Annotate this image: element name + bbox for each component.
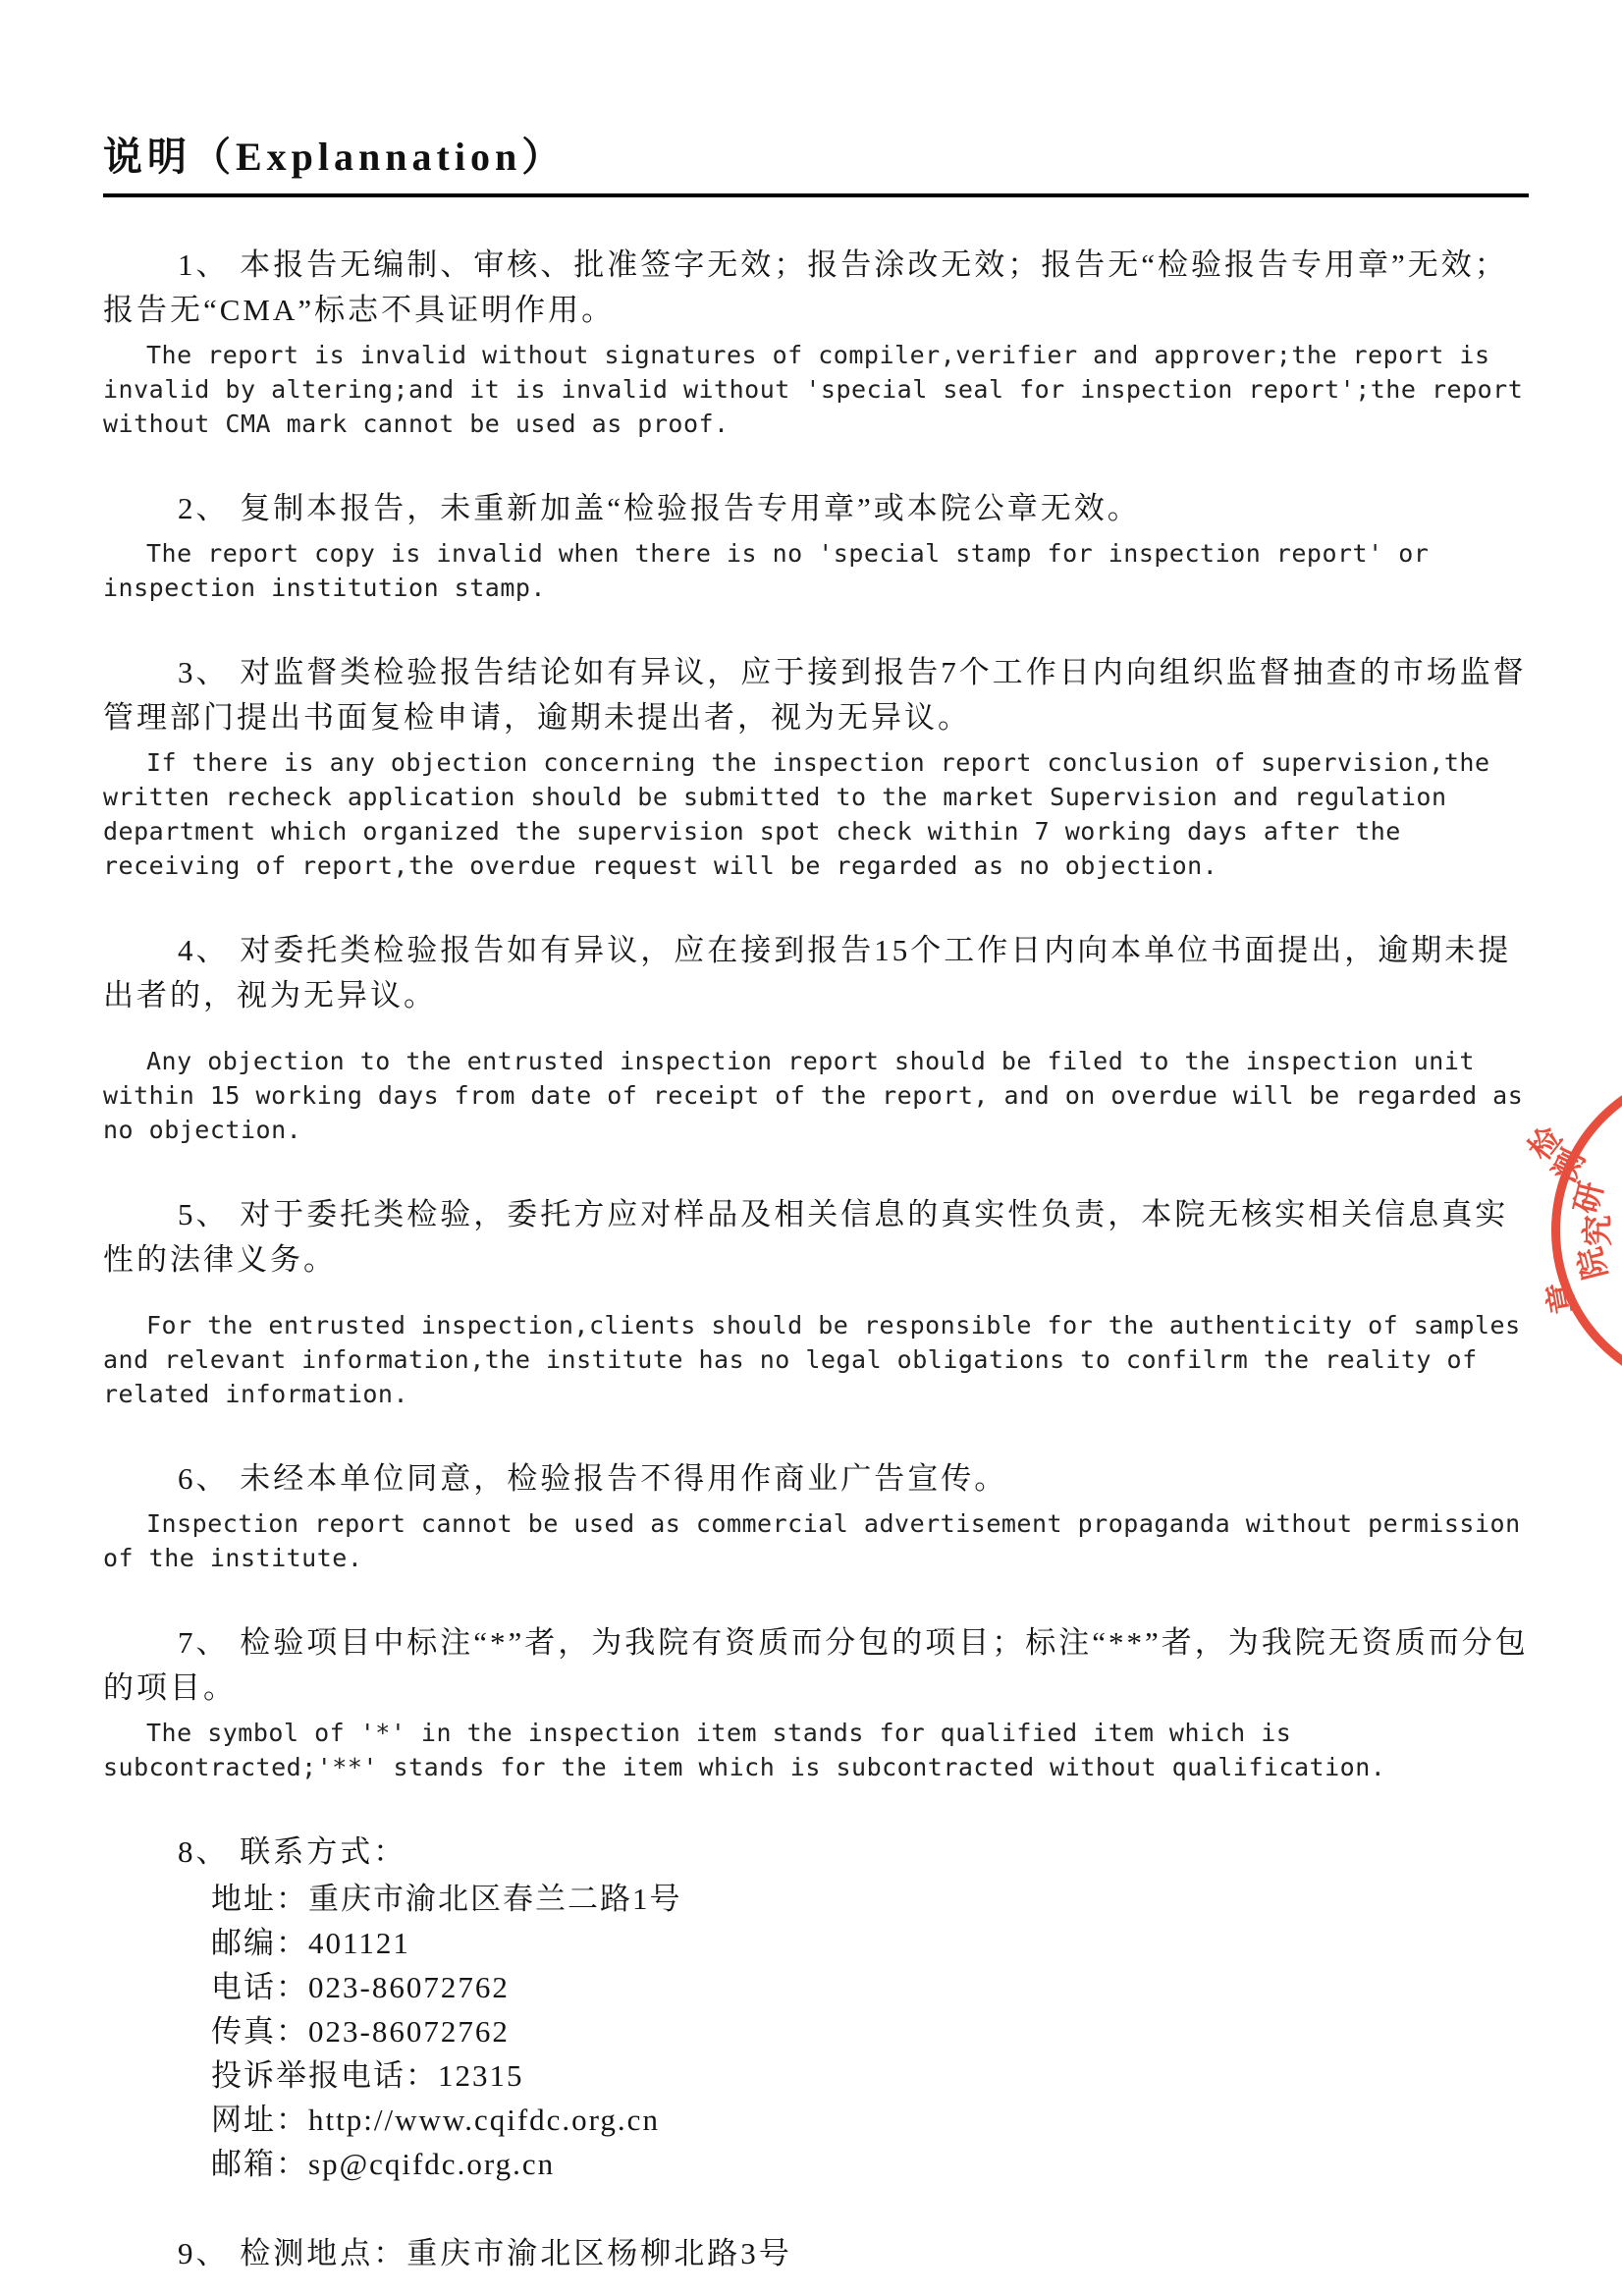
contact-info-block bbox=[103, 1877, 1529, 2186]
item-7-chinese-text: 7、 检验项目中标注“*”者，为我院有资质而分包的项目；标注“**”者，为我院无资质而分包的项目。 bbox=[103, 1625, 1529, 1705]
contact-fax: 传真：023-86072762 bbox=[211, 2014, 510, 2049]
item-5-chinese-text: 5、 对于委托类检验，委托方应对样品及相关信息的真实性负责，本院无核实相关信息真实性的法律义务。 bbox=[103, 1197, 1509, 1277]
contact-phone: 电话：023-86072762 bbox=[211, 1970, 510, 2004]
title-underline bbox=[103, 193, 1529, 197]
item-4-chinese-text: 4、 对委托类检验报告如有异议，应在接到报告15个工作日内向本单位书面提出，逾期未提出者的，视为无异议。 bbox=[103, 933, 1512, 1012]
explanation-item-9 bbox=[103, 2231, 1529, 2276]
item-1-english-text: The report is invalid without signatures of compiler,verifier and approver;the report is invalid by altering;and it is invalid without 'special seal for inspection report';the report without CMA mark cannot be used as proof. bbox=[103, 341, 1524, 438]
contact-email: 邮箱：sp@cqifdc.org.cn bbox=[211, 2147, 556, 2181]
contact-website: 网址：http://www.cqifdc.org.cn bbox=[211, 2103, 660, 2137]
explanation-item-3 bbox=[103, 650, 1529, 883]
seal-arc-char: 院 bbox=[1571, 1243, 1614, 1284]
page-title: 说明（Explannation） bbox=[103, 135, 567, 179]
seal-arc-char: 检 bbox=[1521, 1120, 1569, 1167]
contact-address: 地址：重庆市渝北区春兰二路1号 bbox=[211, 1882, 682, 1916]
seal-arc-char: 测 bbox=[1545, 1143, 1593, 1188]
explanation-item-1 bbox=[103, 243, 1529, 441]
item-5-english-text: For the entrusted inspection,clients should be responsible for the authenticity of samples and relevant information,the institute has no legal obligations to confilrm the reality of related information. bbox=[103, 1311, 1521, 1408]
item-1-chinese-text: 1、 本报告无编制、审核、批准签字无效；报告涂改无效；报告无“检验报告专用章”无效；报告无“CMA”标志不具证明作用。 bbox=[103, 247, 1508, 327]
explanation-item-5 bbox=[103, 1192, 1529, 1411]
seal-bottom-char: 章 bbox=[1541, 1279, 1582, 1317]
item-2-chinese-text: 2、 复制本报告，未重新加盖“检验报告专用章”或本院公章无效。 bbox=[178, 491, 1141, 525]
explanation-item-6 bbox=[103, 1456, 1529, 1575]
item-6-chinese-text: 6、 未经本单位同意，检验报告不得用作商业广告宣传。 bbox=[178, 1461, 1008, 1496]
item-3-chinese-text: 3、 对监督类检验报告结论如有异议，应于接到报告7个工作日内向组织监督抽查的市场监督管理部门提出书面复检申请，逾期未提出者，视为无异议。 bbox=[103, 655, 1527, 735]
explanation-item-8 bbox=[103, 1830, 1529, 2186]
seal-arc-char: 究 bbox=[1580, 1214, 1616, 1247]
item-3-english-text: If there is any objection concerning the inspection report conclusion of supervision,the written recheck application should be submitted to the market Supervision and regulation department which organized the supervision spot check within 7 working days after the receiving of report,the overdue request will be regarded as no objection. bbox=[103, 748, 1490, 880]
item-7-english-text: The symbol of '*' in the inspection item stands for qualified item which is subcontracted;'**' stands for the item which is subcontracted without qualification. bbox=[103, 1719, 1386, 1781]
contact-postcode: 邮编：401121 bbox=[211, 1926, 410, 1960]
explanation-item-2 bbox=[103, 486, 1529, 605]
contact-heading: 8、 联系方式： bbox=[178, 1834, 407, 1869]
item-4-english-text: Any objection to the entrusted inspection report should be filed to the inspection unit within 15 working days from date of receipt of the report, and on overdue will be regarded as no objection. bbox=[103, 1047, 1524, 1144]
contact-complaint-hotline: 投诉举报电话：12315 bbox=[211, 2058, 524, 2093]
explanation-item-7 bbox=[103, 1620, 1529, 1784]
item-2-english-text: The report copy is invalid when there is no 'special stamp for inspection report' or inspection institution stamp. bbox=[103, 539, 1430, 602]
item-6-english-text: Inspection report cannot be used as commercial advertisement propaganda without permission of the institute. bbox=[103, 1509, 1521, 1572]
explanation-item-4 bbox=[103, 928, 1529, 1147]
item-9-chinese-text: 9、 检测地点：重庆市渝北区杨柳北路3号 bbox=[178, 2236, 792, 2270]
seal-arc-char: 研 bbox=[1567, 1177, 1610, 1218]
